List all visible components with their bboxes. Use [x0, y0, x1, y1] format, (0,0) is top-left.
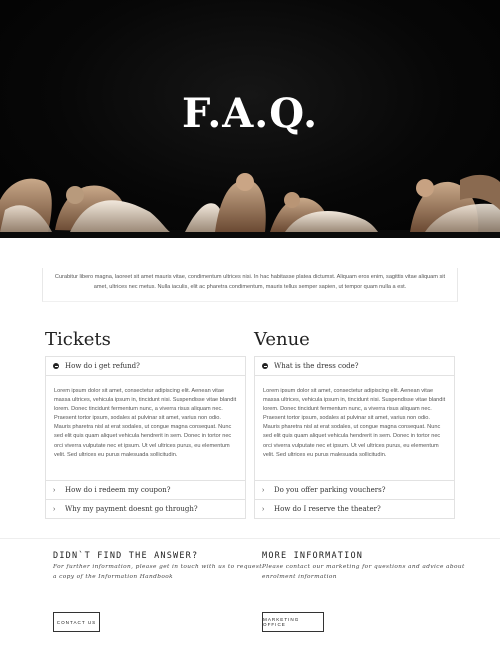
accordion-answer — [46, 376, 245, 480]
divider — [0, 538, 500, 539]
answer-text: Lorem ipsum dolor sit amet, consectetur adipiscing elit. Aenean vitae massa ultrices, vehicula ipsum in, tincidunt nisi. Suspendisse vitae blandit lorem. Donec tincidunt fermentum nunc, a viverra risus aliquam nec. Praesent tortor ipsum, sodales at pulvinar sit amet, varius non odio. Mauris pharetra nisl at erat sodales, ut congue magna consequat. Nunc sed elit quis quam aliquet vehicula hendrerit in sem. Donec in tortor nec orci viverra vulputate nec et ipsum. Ut vel ultrices purus, eu elementum velit. Sed ultrices eu purus malesuada sollicitudin. — [263, 388, 446, 458]
chevron-right-icon: › — [53, 505, 56, 513]
venue-accordion — [254, 356, 455, 519]
question-label: Why my payment doesnt go through? — [65, 505, 198, 513]
accordion-item-parking — [255, 481, 454, 500]
accordion-header-dress-code[interactable] — [255, 357, 454, 376]
more-info-heading: MORE INFORMATION — [262, 551, 364, 561]
accordion-item-payment — [46, 500, 245, 518]
intro-box — [42, 268, 458, 302]
accordion-header-reserve[interactable] — [255, 500, 454, 518]
venue-section — [254, 328, 455, 519]
contact-us-button[interactable]: CONTACT US — [53, 612, 100, 632]
question-label: How do i redeem my coupon? — [65, 486, 171, 494]
chevron-right-icon: › — [262, 505, 265, 513]
venue-heading: Venue — [254, 329, 310, 350]
question-label: What is the dress code? — [274, 362, 359, 370]
page-title: F.A.Q. — [181, 90, 319, 137]
accordion-item-reserve — [255, 500, 454, 518]
accordion-header-payment[interactable] — [46, 500, 245, 518]
accordion-header-parking[interactable] — [255, 481, 454, 499]
question-label: How do i get refund? — [65, 362, 140, 370]
marketing-office-button[interactable]: MARKETING OFFICE — [262, 612, 324, 632]
chevron-right-icon: › — [262, 486, 265, 494]
contact-heading: DIDN`T FIND THE ANSWER? — [53, 551, 199, 561]
accordion-header-coupon[interactable] — [46, 481, 245, 499]
accordion-header-refund[interactable] — [46, 357, 245, 376]
contact-text: For further information, please get in touch with us to request a copy of the Information Handbook — [53, 564, 262, 580]
more-info-block — [262, 550, 472, 582]
minus-circle-icon — [262, 363, 268, 369]
minus-circle-icon — [53, 363, 59, 369]
hero-dancers-image — [0, 160, 500, 238]
hero-banner — [0, 0, 500, 238]
answer-text: Lorem ipsum dolor sit amet, consectetur adipiscing elit. Aenean vitae massa ultrices, vehicula ipsum in, tincidunt nisi. Suspendisse vitae blandit lorem. Donec tincidunt fermentum nunc, a viverra risus aliquam nec. Praesent tortor ipsum, sodales at pulvinar sit amet, varius non odio. Mauris pharetra nisl at erat sodales, ut congue magna consequat. Nunc sed elit quis quam aliquet vehicula hendrerit in sem. Donec in tortor nec orci viverra vulputate nec et ipsum. Ut vel ultrices purus, eu elementum velit. Sed ultrices eu purus malesuada sollicitudin. — [54, 388, 237, 458]
tickets-section — [45, 328, 246, 519]
accordion-item-dress-code — [255, 357, 454, 481]
accordion-item-coupon — [46, 481, 245, 500]
contact-block — [53, 550, 263, 582]
accordion-answer — [255, 376, 454, 480]
more-info-text: Please contact our marketing for questions and advice about enrolment information — [262, 564, 465, 580]
question-label: Do you offer parking vouchers? — [274, 486, 386, 494]
question-label: How do I reserve the theater? — [274, 505, 381, 513]
intro-text: Curabitur libero magna, laoreet sit amet mauris vitae, condimentum ultrices nisi. In hac habitasse platea dictumst. Aliquam eros enim, sagittis vitae aliquam sit amet, ultrices nec metus. Nulla iaculis, elit ac pharetra condimentum, mauris tellus semper sapien, ut tempor quam nulla a est. — [54, 274, 446, 290]
tickets-accordion — [45, 356, 246, 519]
tickets-heading: Tickets — [45, 329, 111, 350]
accordion-item-refund — [46, 357, 245, 481]
chevron-right-icon: › — [53, 486, 56, 494]
